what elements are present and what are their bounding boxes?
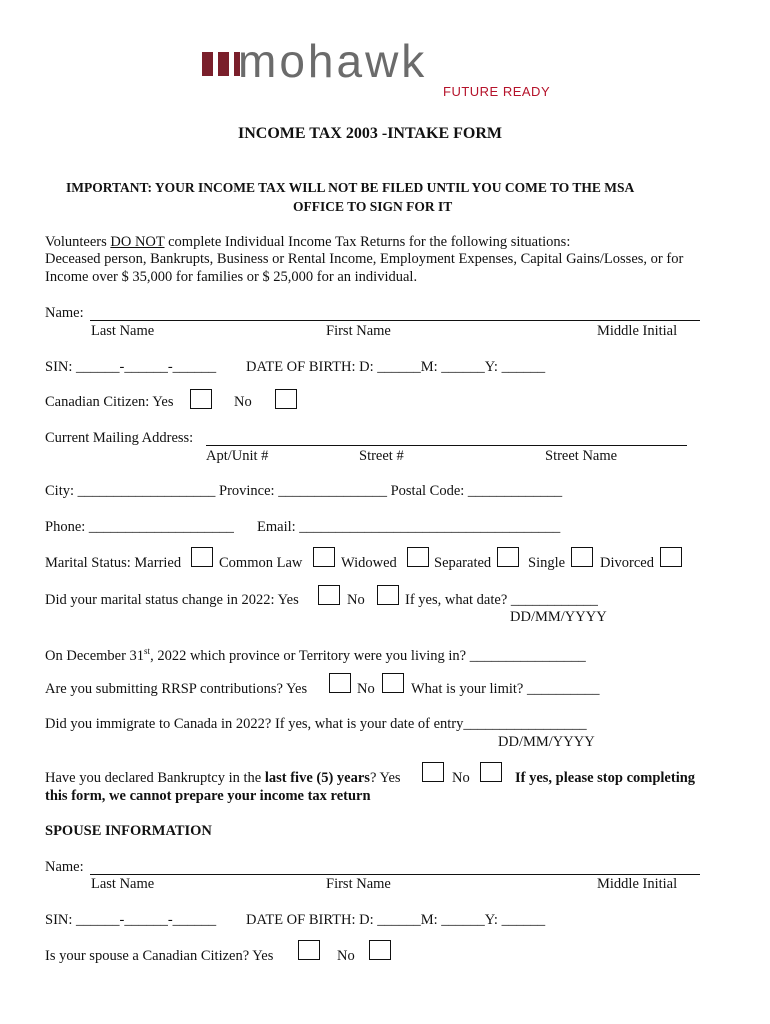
spouse-name-input-line[interactable] — [90, 874, 700, 875]
rrsp-limit-field[interactable]: What is your limit? __________ — [411, 681, 600, 697]
separated-label: Separated — [434, 555, 492, 571]
rrsp-yes-checkbox[interactable] — [329, 673, 351, 693]
spouse-citizen-question: Is your spouse a Canadian Citizen? Yes — [45, 948, 274, 964]
important-line-1: IMPORTANT: YOUR INCOME TAX WILL NOT BE FILED UNTIL YOU COME TO THE MSA — [66, 180, 635, 195]
bankruptcy-no-checkbox[interactable] — [480, 762, 502, 782]
common-law-label: Common Law — [219, 555, 303, 571]
intro-line-1: Volunteers DO NOT complete Individual Income Tax Returns for the following situations: — [45, 234, 571, 250]
spouse-citizen-no-label: No — [337, 948, 355, 964]
spouse-section-header: SPOUSE INFORMATION — [45, 823, 212, 839]
important-line-2: OFFICE TO SIGN FOR IT — [293, 199, 453, 214]
do-not-emphasis: DO NOT — [110, 234, 165, 250]
bankruptcy-warning-2: this form, we cannot prepare your income tax return — [45, 788, 371, 804]
phone-field[interactable]: Phone: ____________________ — [45, 519, 234, 535]
logo-wordmark: mohawk — [238, 35, 428, 87]
name-input-line[interactable] — [90, 320, 700, 321]
apt-unit-caption: Apt/Unit # — [206, 448, 269, 464]
common-law-checkbox[interactable] — [313, 547, 335, 567]
spouse-citizen-no-checkbox[interactable] — [369, 940, 391, 960]
spouse-dob-field[interactable]: DATE OF BIRTH: D: ______M: ______Y: ______ — [246, 912, 546, 928]
rrsp-no-label: No — [357, 681, 375, 697]
rrsp-no-checkbox[interactable] — [382, 673, 404, 693]
sin-field[interactable]: SIN: ______-______-______ — [45, 359, 217, 375]
marital-change-question: Did your marital status change in 2022: Yes — [45, 592, 299, 608]
spouse-citizen-yes-checkbox[interactable] — [298, 940, 320, 960]
citizen-no-checkbox[interactable] — [275, 389, 297, 409]
province-question[interactable]: On December 31st, 2022 which province or Territory were you living in? ________________ — [45, 646, 586, 664]
middle-initial-caption: Middle Initial — [597, 323, 678, 339]
marital-change-yes-checkbox[interactable] — [318, 585, 340, 605]
name-label: Name: — [45, 305, 84, 321]
marital-change-no-checkbox[interactable] — [377, 585, 399, 605]
citizen-no-label: No — [234, 394, 252, 410]
divorced-label: Divorced — [600, 555, 654, 571]
city-province-postal-field[interactable]: City: ___________________ Province: _______________ Postal Code: _____________ — [45, 483, 563, 499]
mailing-input-line[interactable] — [206, 445, 687, 446]
email-field[interactable]: Email: ____________________________________ — [257, 519, 561, 535]
logo-tagline: FUTURE READY — [443, 84, 551, 99]
dob-field[interactable]: DATE OF BIRTH: D: ______M: ______Y: ______ — [246, 359, 546, 375]
bankruptcy-question: Have you declared Bankruptcy in the last five (5) years? Yes — [45, 770, 401, 786]
divorced-checkbox[interactable] — [660, 547, 682, 567]
citizen-yes-checkbox[interactable] — [190, 389, 212, 409]
mailing-label: Current Mailing Address: — [45, 430, 194, 446]
immigrate-question[interactable]: Did you immigrate to Canada in 2022? If yes, what is your date of entry_________________ — [45, 716, 587, 732]
rrsp-question: Are you submitting RRSP contributions? Yes — [45, 681, 308, 697]
bankruptcy-yes-checkbox[interactable] — [422, 762, 444, 782]
separated-checkbox[interactable] — [497, 547, 519, 567]
bankruptcy-warning-1: If yes, please stop completing — [515, 770, 696, 786]
last-name-caption: Last Name — [91, 323, 155, 339]
marital-label: Marital Status: Married — [45, 555, 182, 571]
first-name-caption: First Name — [326, 323, 391, 339]
intro-line-3: Income over $ 35,000 for families or $ 25,000 for an individual. — [45, 269, 418, 285]
married-checkbox[interactable] — [191, 547, 213, 567]
marital-change-no-label: No — [347, 592, 365, 608]
bankruptcy-no-label: No — [452, 770, 470, 786]
single-checkbox[interactable] — [571, 547, 593, 567]
citizen-label: Canadian Citizen: Yes — [45, 394, 174, 410]
form-title: INCOME TAX 2003 -INTAKE FORM — [238, 125, 502, 142]
widowed-label: Widowed — [341, 555, 397, 571]
street-name-caption: Street Name — [545, 448, 618, 464]
widowed-checkbox[interactable] — [407, 547, 429, 567]
street-number-caption: Street # — [359, 448, 404, 464]
date-format-caption: DD/MM/YYYY — [510, 609, 607, 625]
spouse-sin-field[interactable]: SIN: ______-______-______ — [45, 912, 217, 928]
single-label: Single — [528, 555, 566, 571]
spouse-middle-initial-caption: Middle Initial — [597, 876, 678, 892]
spouse-last-name-caption: Last Name — [91, 876, 155, 892]
entry-date-format-caption: DD/MM/YYYY — [498, 734, 595, 750]
intro-line-2: Deceased person, Bankrupts, Business or Rental Income, Employment Expenses, Capital Gains/Losses, or for — [45, 251, 684, 267]
spouse-first-name-caption: First Name — [326, 876, 391, 892]
marital-change-date-field[interactable]: If yes, what date? ____________ — [405, 592, 598, 608]
spouse-name-label: Name: — [45, 859, 84, 875]
